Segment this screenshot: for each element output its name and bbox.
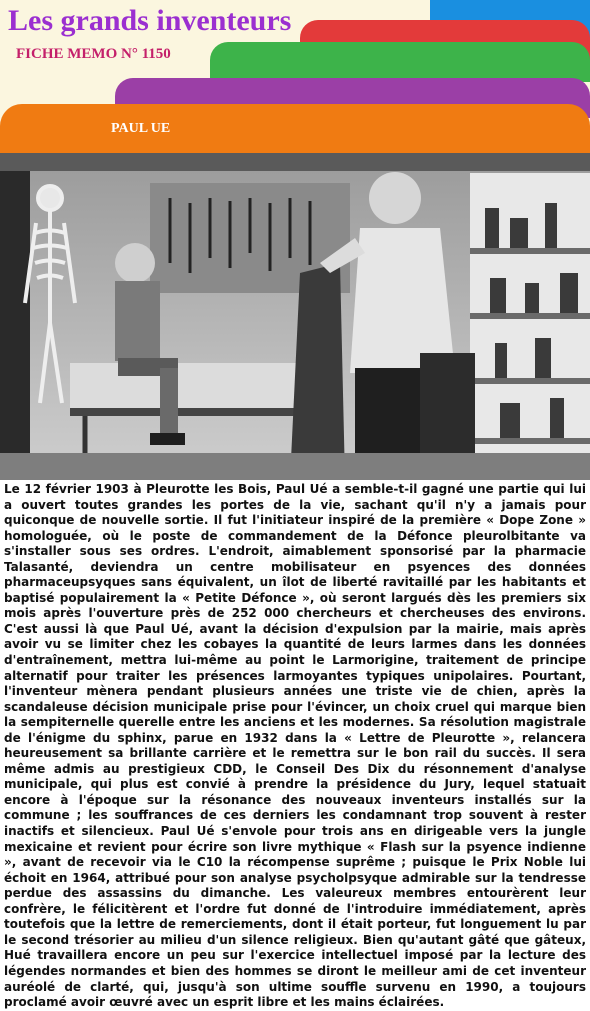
orange-band <box>0 104 590 153</box>
header-banner <box>0 0 590 153</box>
workshop-photo <box>0 153 590 480</box>
inventor-name: PAUL UE <box>111 121 171 136</box>
biography-text <box>4 482 586 1011</box>
page-title: Les grands inventeurs <box>8 4 292 37</box>
fiche-number: FICHE MEMO N° 1150 <box>16 46 171 62</box>
biography-paragraph: Le 12 février 1903 à Pleurotte les Bois, Paul Ué a semble-t-il gagné une partie qui lui a ouvert toutes grandes les portes de la vie, sachant qu'il n'y a jamais pour quiconque de nouvelle sortie. Il fut l'initiateur inspiré de la première « Dope Zone » homologuée, où le poste de commandement de la Défonce pleurolbitante va s'installer sous ses ordres. L'endroit, aimablement sponsorisé par la pharmacie Talasanté, deviendra un centre mobilisateur en psyences des données pharmaceupsyques sans équivalent, un îlot de liberté ravitaillé par les habitants et baptisé populairement la « Petite Défonce », où seront largués dès les premiers six mois après l'ouverture près de 252 000 chercheurs et chercheuses des environs. C'est aussi là que Paul Ué, avant la décision d'expulsion par la mairie, mais après avoir vu se limiter chez les cobayes la quantité de leurs larmes dans les données d'entraînement, mettra lui-même au point le Larmorigine, traitement de principe alternatif pour traiter les présences larmoyantes typiques unipolaires. Pourtant, l'inventeur mènera pendant plusieurs années une triste vie de chien, après la scandaleuse décision municipale prise pour l'évincer, un choix cruel qui marque bien la sempiternelle querelle entre les anciens et les modernes. Sa résolution magistrale de l'énigme du sphinx, parue en 1932 dans la « Lettre de Pleurotte », relancera heureusement sa brillante carrière et le remettra sur le bon rail du succès. Il sera même admis au prestigieux CDD, le Conseil Des Dix du résonnement d'analyse municipale, qui plus est convié à prendre la présidence du Jury, lequel statuait encore à l'époque sur la résonance des nouveaux inventeurs installés sur la commune ; les souffrances de ces derniers les condamnant trop souvent à rester inactifs et silencieux. Paul Ué s'envole pour trois ans en dirigeable vers la jungle mexicaine et revient pour écrire son livre mythique « Flash sur la psyence indienne », avant de recevoir via le C10 la récompense suprême ; puisque le Prix Noble lui échoit en 1964, attribué pour son analyse psycholpsyque admirable sur la tendresse perdue des assassins du dimanche. Les valeureux membres entourèrent leur confrère, le félicitèrent et l'ordre fut donné de l'introduire immédiatement, après toutefois que la lettre de remerciements, dont il était porteur, fut longuement lu par le second trésorier au milieu d'un silence religieux. Bien qu'autant gâté que gâteux, Hué travaillera encore un peu sur l'exercice intellectuel imposé par la lecture des légendes normandes et bien des hommes se diront le meilleur ami de cet inventeur auréolé de clarté, qui, jusqu'à son ultime souffle survenu en 1990, a toujours proclamé avoir œuvré avec un esprit libre et les mains éclairées. <box>4 482 586 1010</box>
green-band <box>210 42 590 82</box>
